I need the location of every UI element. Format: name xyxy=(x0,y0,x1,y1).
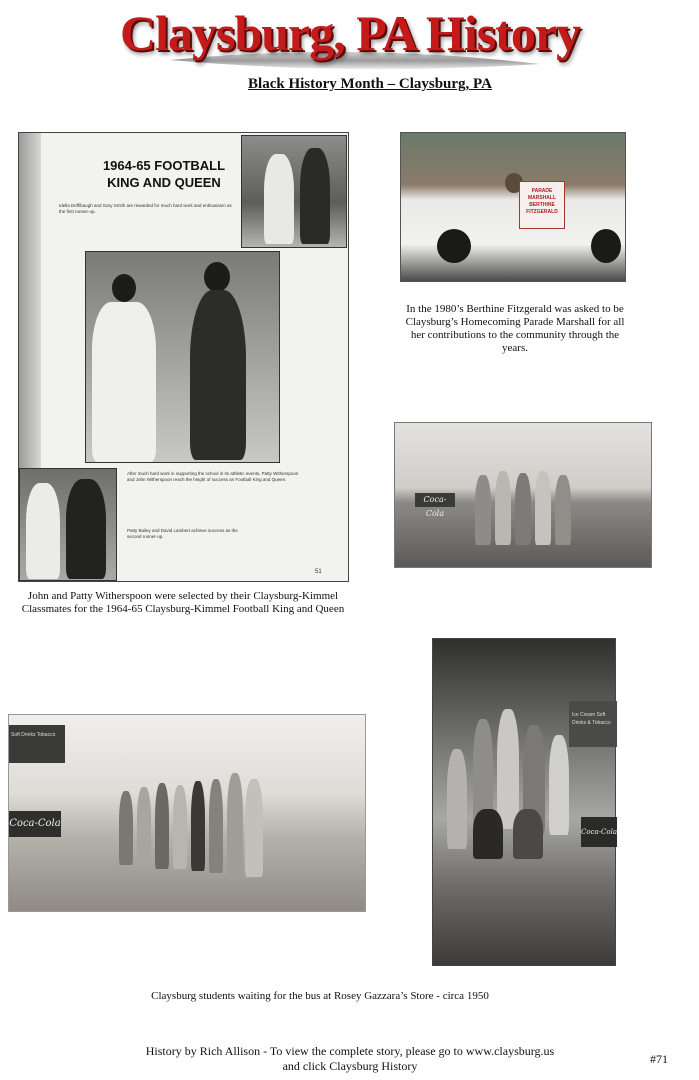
footer-credit xyxy=(120,1044,580,1074)
yearbook-page-photo xyxy=(18,132,349,582)
footer-line1: History by Rich Allison - To view the complete story, please go to www.claysburg.us xyxy=(145,1044,555,1058)
car-sign-line4: FITZGERALD xyxy=(526,209,558,215)
car-sign-line3: BERTHINE xyxy=(529,202,555,208)
photo-students-bus-stop xyxy=(8,714,366,912)
page-title: Claysburg, PA History xyxy=(119,5,581,61)
yearbook-heading-line2: KING AND QUEEN xyxy=(107,175,221,190)
title-banner xyxy=(110,2,590,74)
coca-cola-sign: Coca-Cola xyxy=(581,817,617,847)
coca-cola-sign: Coca-Cola xyxy=(9,811,61,837)
car-sign-line1: PARADE xyxy=(531,188,553,194)
yearbook-photo-runner-up xyxy=(241,135,347,248)
photo-students-at-store xyxy=(432,638,616,966)
yearbook-blurb-bottom: Patty Bailey and David Lambert achieve success as the second runner-up. xyxy=(127,528,238,539)
caption-parade-car: In the 1980’s Berthine Fitzgerald was asked to be Claysburg’s Homecoming Parade Marshall for all her contributions to the community through the years. xyxy=(405,303,625,354)
yearbook-heading-line1: 1964-65 FOOTBALL xyxy=(102,158,226,173)
photo-parade-car xyxy=(400,132,626,282)
page-number: #71 xyxy=(650,1052,668,1066)
store-sign: Ice Cream Soft Drinks & Tobacco xyxy=(569,701,617,747)
footer-line2: and click Claysburg History xyxy=(282,1059,418,1073)
photo-kids-at-store xyxy=(394,422,652,568)
yearbook-page-number: 51 xyxy=(315,569,322,575)
caption-yearbook: John and Patty Witherspoon were selected by their Claysburg-Kimmel Classmates for the 1964-65 Claysburg-Kimmel Football King and Queen xyxy=(21,590,345,615)
yearbook-blurb-main: After much hard work in supporting the school in its athletic events, Patty Witherspoon and John Witherspoon reach the height of success as Football King and Queen. xyxy=(127,471,299,482)
yearbook-blurb-top: Idella Deffibaugh and Gary Smith are rewarded for much hard work and enthusiasm as the first runner-up. xyxy=(59,203,232,214)
yearbook-photo-second-runner-up xyxy=(19,468,117,581)
page-subtitle: Black History Month – Claysburg, PA xyxy=(248,76,492,92)
car-sign-line2: MARSHALL xyxy=(527,195,557,201)
parade-marshall-sign xyxy=(519,181,565,229)
yearbook-photo-king-queen xyxy=(85,251,280,463)
soft-drinks-sign: Soft Drinks Tobacco xyxy=(9,725,65,763)
caption-students-bus: Claysburg students waiting for the bus at Rosey Gazzara’s Store - circa 1950 xyxy=(151,990,489,1002)
coca-cola-sign: Coca-Cola xyxy=(415,493,455,507)
yearbook-heading xyxy=(89,157,239,191)
